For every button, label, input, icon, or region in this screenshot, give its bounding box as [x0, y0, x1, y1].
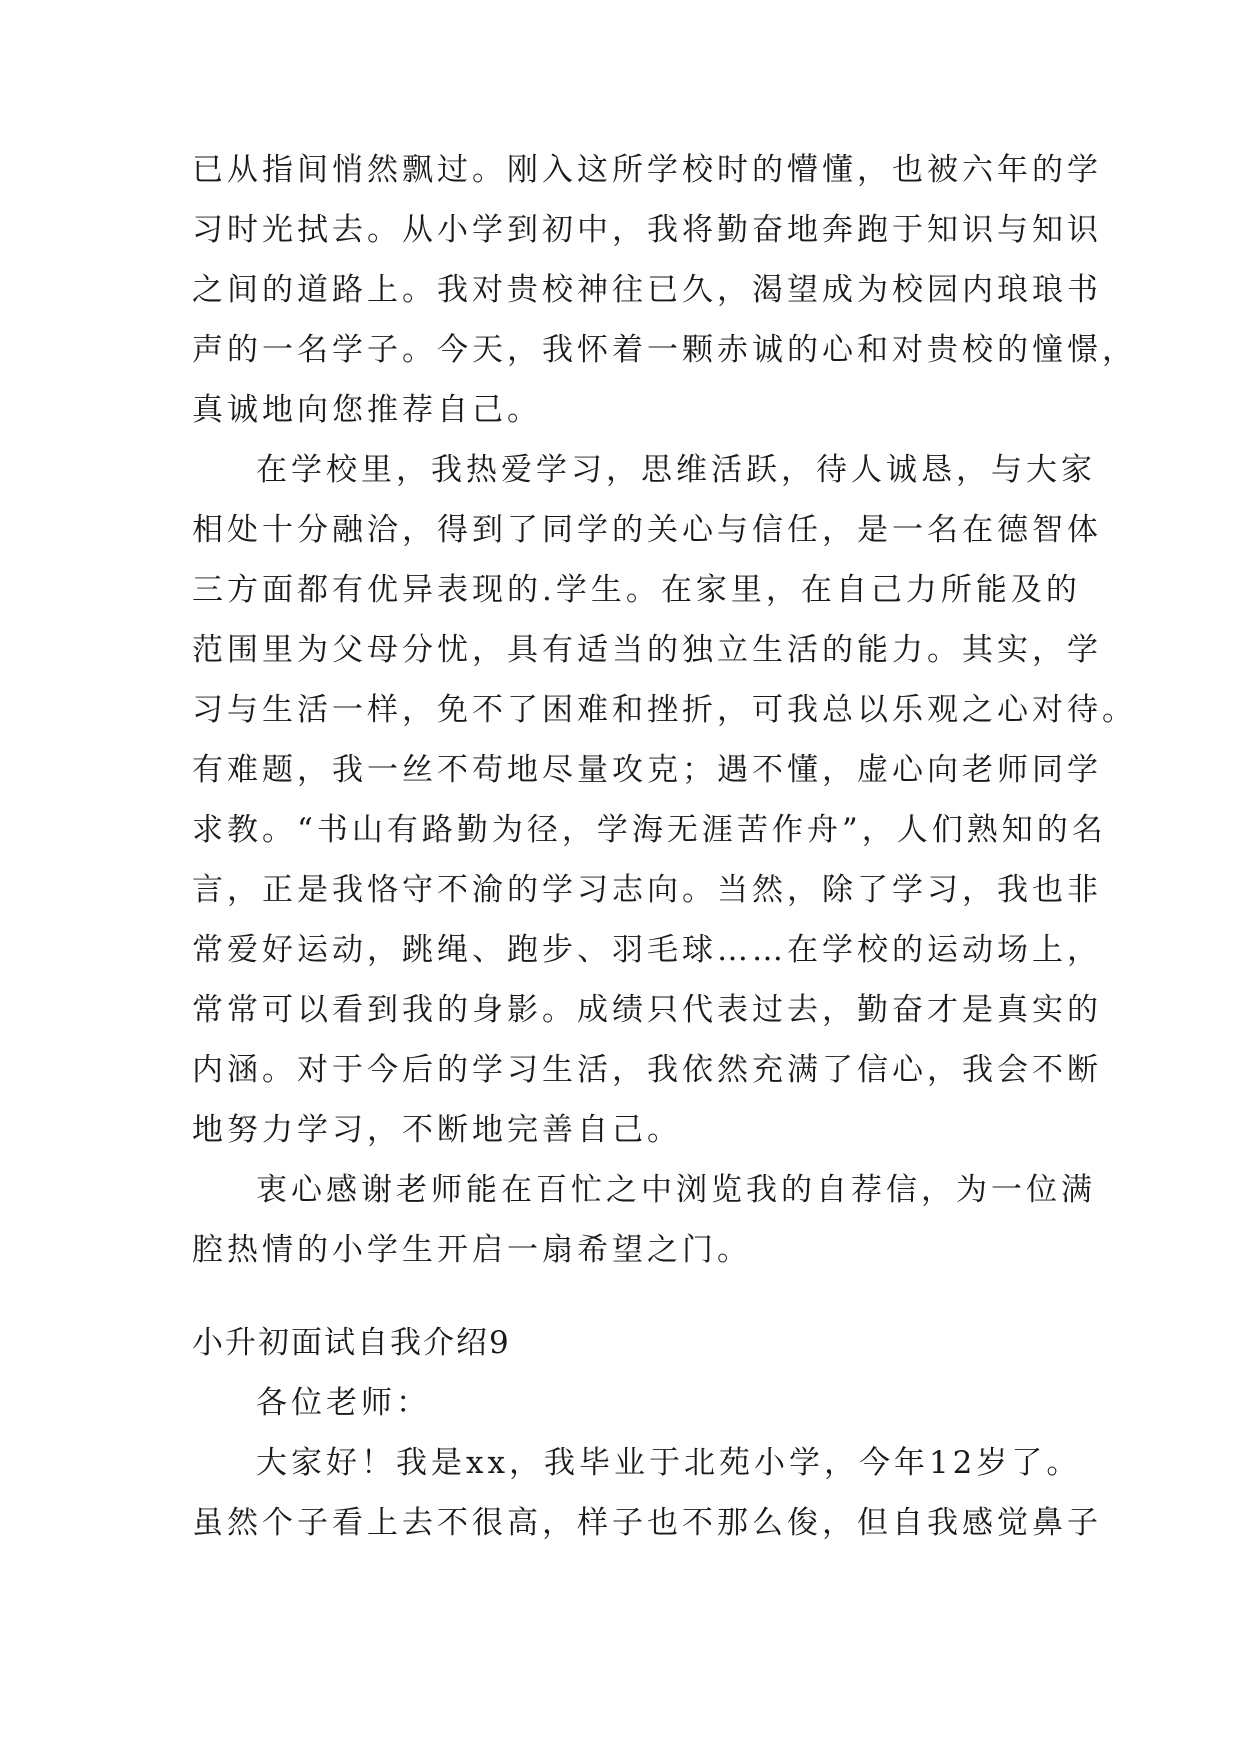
- text-line: 习与生活一样，免不了困难和挫折，可我总以乐观之心对待。: [192, 692, 1137, 728]
- text-line: 三方面都有优异表现的.学生。在家里，在自己力所能及的: [192, 572, 1081, 608]
- text-line: 声的一名学子。今天，我怀着一颗赤诚的心和对贵校的憧憬，: [192, 332, 1137, 368]
- text-line: 言，正是我恪守不渝的学习志向。当然，除了学习，我也非: [192, 872, 1102, 908]
- paragraph-start: 在学校里，我热爱学习，思维活跃，待人诚恳，与大家: [256, 452, 1096, 488]
- text-line: 习时光拭去。从小学到初中，我将勤奋地奔跑于知识与知识: [192, 212, 1102, 248]
- paragraph-start: 大家好！我是xx，我毕业于北苑小学，今年12岁了。: [256, 1445, 1082, 1481]
- text-line: 常常可以看到我的身影。成绩只代表过去，勤奋才是真实的: [192, 992, 1102, 1028]
- text-line: 求教。“书山有路勤为径，学海无涯苦作舟”，人们熟知的名: [192, 812, 1107, 848]
- text-line: 有难题，我一丝不苟地尽量攻克；遇不懂，虚心向老师同学: [192, 752, 1102, 788]
- section-heading: 小升初面试自我介绍9: [192, 1325, 511, 1361]
- text-line: 真诚地向您推荐自己。: [192, 392, 542, 428]
- text-line: 范围里为父母分忧，具有适当的独立生活的能力。其实，学: [192, 632, 1102, 668]
- text-line: 内涵。对于今后的学习生活，我依然充满了信心，我会不断: [192, 1052, 1102, 1088]
- text-line: 地努力学习，不断地完善自己。: [192, 1112, 682, 1148]
- text-line: 相处十分融洽，得到了同学的关心与信任，是一名在德智体: [192, 512, 1102, 548]
- text-line: 常爱好运动，跳绳、跑步、羽毛球……在学校的运动场上，: [192, 932, 1102, 968]
- text-line: 腔热情的小学生开启一扇希望之门。: [192, 1232, 752, 1268]
- text-line: 之间的道路上。我对贵校神往已久，渴望成为校园内琅琅书: [192, 272, 1102, 308]
- paragraph-start: 衷心感谢老师能在百忙之中浏览我的自荐信，为一位满: [256, 1172, 1096, 1208]
- salutation: 各位老师：: [256, 1385, 431, 1421]
- text-line: 已从指间悄然飘过。刚入这所学校时的懵懂，也被六年的学: [192, 152, 1102, 188]
- text-line: 虽然个子看上去不很高，样子也不那么俊，但自我感觉鼻子: [192, 1505, 1102, 1541]
